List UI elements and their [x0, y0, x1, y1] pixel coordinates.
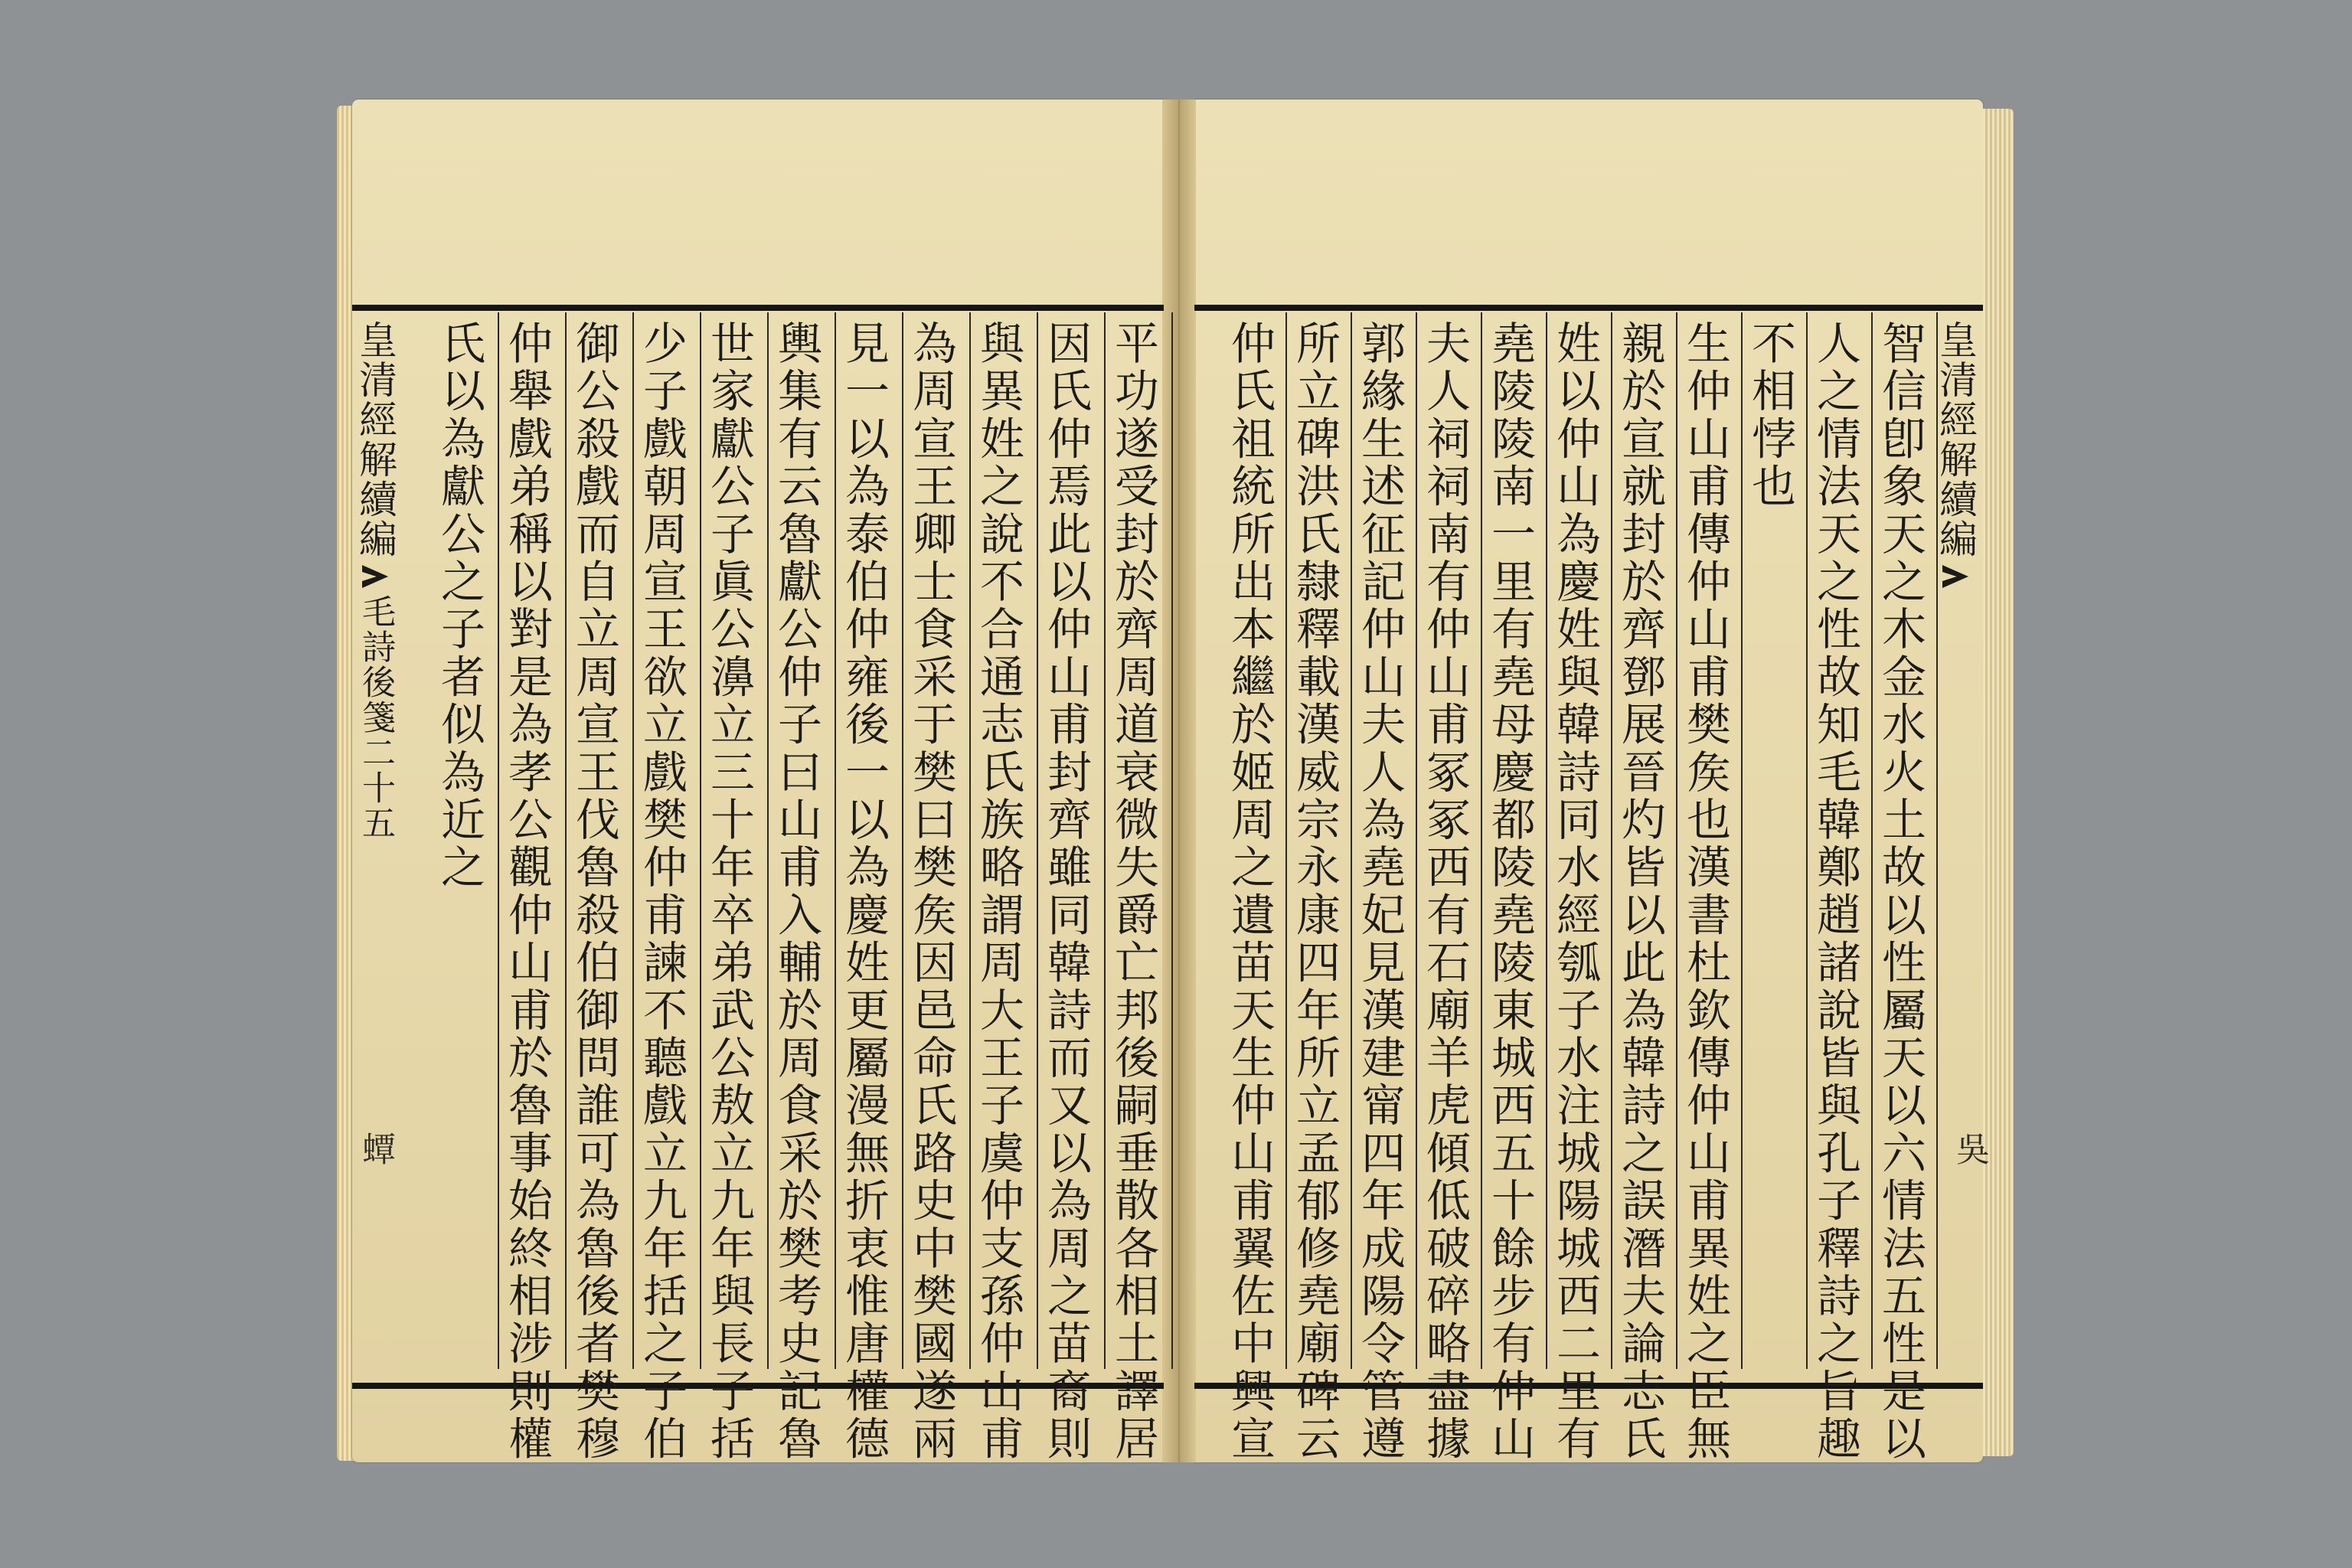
text-column: 堯陵陵南一里有堯母慶都陵堯陵東城西五十餘步有仲山 — [1484, 320, 1536, 1463]
text-column: 夫人祠祠南有仲山甫冢冢西有石廟羊虎傾低破碎略盡據 — [1419, 320, 1471, 1463]
column-rule — [1104, 312, 1106, 1369]
column-rule — [1806, 312, 1808, 1369]
text-column: 生仲山甫傳仲山甫樊矦也漢書杜欽傳仲山甫異姓之臣無 — [1679, 320, 1731, 1463]
column-rule — [1037, 312, 1038, 1369]
column-rule — [902, 312, 903, 1369]
text-column: 為周宣王卿士食采于樊曰樊矦因邑命氏路史中樊國遂兩 — [905, 320, 957, 1463]
left-running-title-text: 皇清經解續編 — [353, 320, 397, 559]
column-rule — [835, 312, 836, 1369]
text-column: 世家獻公子眞公濞立三十年卒弟武公敖立九年與長子括 — [703, 320, 755, 1463]
column-rule — [1611, 312, 1612, 1369]
column-rule — [1351, 312, 1352, 1369]
text-column: 不相悖也 — [1744, 320, 1796, 511]
column-rule — [632, 312, 634, 1369]
right-page-edges — [1983, 109, 2014, 1456]
text-column: 與異姓之說不合通志氏族略謂周大王子虞仲支孫仲山甫 — [972, 320, 1024, 1463]
text-column: 因氏仲焉此以仲山甫封齊雖同韓詩而又以為周之苗裔則 — [1040, 320, 1092, 1463]
right-running-title-text: 皇清經解續編 — [1933, 320, 1978, 559]
column-rule — [1871, 312, 1873, 1369]
fish-tail-mark-icon — [362, 565, 388, 588]
column-rule — [1285, 312, 1287, 1369]
text-column: 少子戲朝周宣王欲立戲樊仲甫諫不聽戲立九年括之子伯 — [635, 320, 688, 1463]
left-running-title — [353, 320, 403, 1361]
fish-tail-mark-icon — [1942, 565, 1968, 588]
text-column: 御公殺戲而自立周宣王伐魯殺伯御問誰可為魯後者樊穆 — [568, 320, 620, 1463]
text-column: 平功遂受封於齊周道衰微失爵亡邦後嗣垂散各相土譯居 — [1107, 320, 1159, 1463]
text-column: 姓以仲山為慶姓與韓詩同水經瓠子水注城陽城西二里有 — [1549, 320, 1601, 1463]
text-column: 氏以為獻公之子者似為近之 — [433, 320, 485, 892]
text-column: 郭緣生述征記仲山夫人為堯妃見漢建甯四年成陽令管遵 — [1354, 320, 1406, 1463]
column-rule — [1416, 312, 1417, 1369]
left-folio-mark: 蟫 — [356, 1132, 395, 1165]
column-rule — [1741, 312, 1743, 1369]
column-rule — [1171, 312, 1173, 1369]
column-rule — [700, 312, 701, 1369]
text-column: 見一以為泰伯仲雍後一以為慶姓更屬漫無折衷惟唐權德 — [838, 320, 890, 1463]
right-folio-mark: 吳 — [1950, 1132, 1989, 1165]
column-rule — [498, 312, 499, 1369]
book-gutter — [1162, 100, 1196, 1462]
column-rule — [1676, 312, 1677, 1369]
text-column: 人之情法天之性故知毛韓鄭趙諸說皆與孔子釋詩之旨趣 — [1809, 320, 1861, 1463]
text-column: 仲舉戲弟稱以對是為孝公觀仲山甫於魯事始終相涉則權 — [501, 320, 553, 1463]
column-rule — [969, 312, 971, 1369]
column-rule — [767, 312, 769, 1369]
text-column: 仲氏祖統所出本繼於姬周之遺苗天生仲山甫翼佐中興宣 — [1223, 320, 1276, 1463]
right-running-title — [1933, 320, 1983, 1361]
text-column: 智信卽象天之木金水火土故以性屬天以六情法五性是以 — [1874, 320, 1926, 1463]
text-column: 輿集有云魯獻公仲子曰山甫入輔於周食采於樊考史記魯 — [770, 320, 822, 1463]
left-section-title: 毛詩後箋二十五 — [356, 594, 395, 841]
open-book — [337, 90, 2014, 1476]
column-rule — [565, 312, 567, 1369]
text-column: 親於宣就封於齊鄧展晉灼皆以此為韓詩之誤潛夫論志氏 — [1614, 320, 1666, 1463]
text-column: 所立碑洪氏隸釋載漢威宗永康四年所立孟郁修堯廟碑云 — [1289, 320, 1341, 1463]
column-rule — [1481, 312, 1482, 1369]
column-rule — [1546, 312, 1547, 1369]
